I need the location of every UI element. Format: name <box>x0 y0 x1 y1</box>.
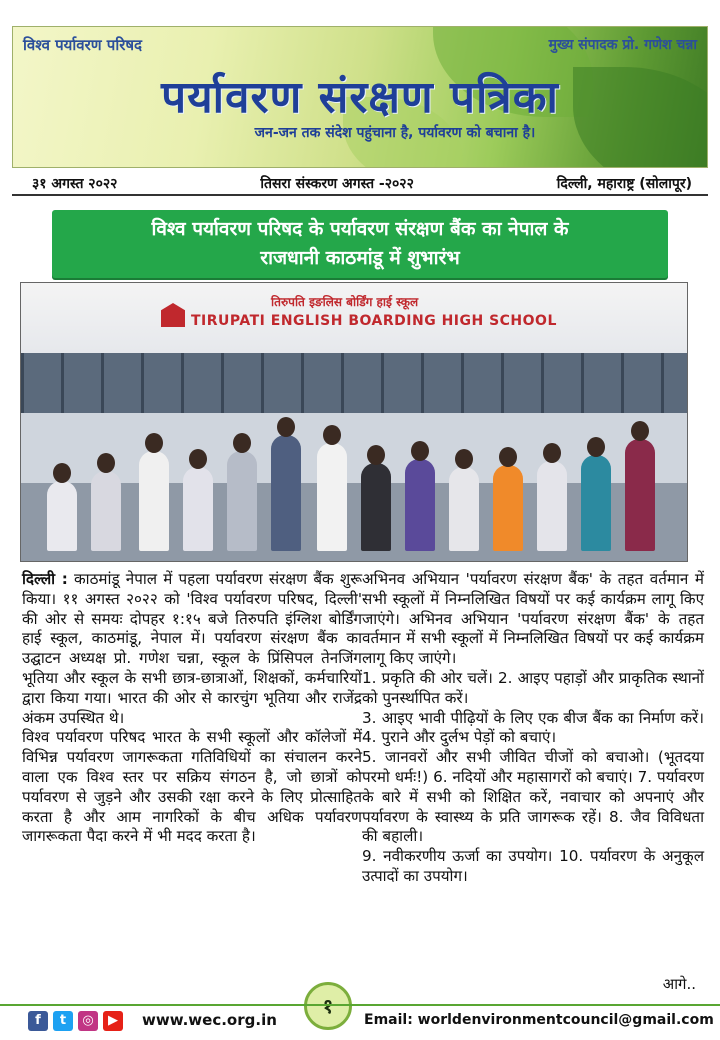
chief-editor: मुख्य संपादक प्रो. गणेश चन्ना <box>548 37 697 53</box>
article-paragraph: 1. प्रकृति की ओर चलें। 2. आइए पहाड़ों और प्राकृतिक स्थानों को पुनर्स्थापित करें। <box>362 668 704 707</box>
person <box>405 459 435 551</box>
person-head <box>277 417 295 437</box>
person <box>537 461 567 551</box>
person <box>271 435 301 551</box>
issue-date: ३१ अगस्त २०२२ <box>32 175 118 192</box>
article-paragraph: विश्व पर्यावरण परिषद भारत के सभी स्कूलों और कॉलेजों में विभिन्न पर्यावरण जागरूकता गतिविधियों का संचालन करने वाला एक विश्व स्तर पर सक्रिय संगठन है, जो छात्रों को पर्यावरण से जुड़ने और उसकी रक्षा करने के लिए प्रोत्साहित करता है और आम नागरिकों के बीच अधिक पर्यावरण जागरूकता पैदा करने में भी मदद करता है। <box>22 728 362 846</box>
issue-info-bar <box>12 172 708 196</box>
headline-line2: राजधानी काठमांडू में शुभारंभ <box>260 247 460 269</box>
article-paragraph: 9. नवीकरणीय ऊर्जा का उपयोग। 10. पर्यावरण के अनुकूल उत्पादों का उपयोग। <box>362 847 704 885</box>
person-head <box>499 447 517 467</box>
instagram-icon[interactable]: ◎ <box>78 1011 98 1031</box>
person <box>625 439 655 551</box>
twitter-icon[interactable]: t <box>53 1011 73 1031</box>
headline-box <box>52 210 668 278</box>
person-head <box>543 443 561 463</box>
article-right-column <box>362 570 704 887</box>
social-icons <box>28 1011 123 1031</box>
person-head <box>587 437 605 457</box>
continued-label: आगे.. <box>662 975 696 993</box>
person <box>139 451 169 551</box>
article-paragraph: 3. आइए भावी पीढ़ियों के लिए एक बीज बैंक का निर्माण करें। 4. पुराने और दुर्लभ पेड़ों को बचाएं। <box>362 708 704 747</box>
person-head <box>367 445 385 465</box>
dateline: दिल्ली : <box>22 570 68 588</box>
person-head <box>189 449 207 469</box>
email-contact[interactable]: Email: worldenvironmentcouncil@gmail.com <box>364 1012 714 1028</box>
footer <box>0 1004 720 1040</box>
magazine-title: पर्यावरण संरक्षण पत्रिका <box>161 72 559 123</box>
person <box>449 467 479 551</box>
person <box>91 471 121 551</box>
person-head <box>631 421 649 441</box>
person <box>317 443 347 551</box>
person-head <box>455 449 473 469</box>
issue-edition: तिसरा संस्करण अगस्त -२०२२ <box>260 175 414 192</box>
group-photo <box>20 282 688 562</box>
article-left-column <box>22 570 362 847</box>
org-name: विश्व पर्यावरण परिषद <box>23 36 142 54</box>
person-head <box>97 453 115 473</box>
school-sign-hindi: तिरुपति इङलिस बोर्डिंग हाई स्कूल <box>271 295 419 309</box>
roof-structure <box>21 353 687 413</box>
page-number: १ <box>304 982 352 1030</box>
person <box>47 481 77 551</box>
issue-place: दिल्ली, महाराष्ट्र (सोलापूर) <box>556 175 692 192</box>
person-head <box>53 463 71 483</box>
article-paragraph: 5. जानवरों और सभी जीवित चीजों को बचाओ। (भूतदया परमो धर्मः!) 6. नदियों और महासागरों को बचाएं। 7. पर्यावरण के बारे में सभी को शिक्षित करें, नवाचार को अपनाएं और पर्यावरण के स्वास्थ्य के प्रति जागरूक रहें। 8. जैव विविधता की बहाली। <box>362 748 704 846</box>
person <box>227 451 257 551</box>
article-paragraph: अभिनव अभियान 'पर्यावरण संरक्षण बैंक' के तहत वर्तमान में सभी स्कूलों में निम्नलिखित विषयों पर कई कार्यक्रम लागू किए जाएंगे। अभिनव अभियान 'पर्यावरण संरक्षण बैंक' के तहत वर्तमान में सभी स्कूलों में निम्नलिखित विषयों पर कई कार्यक्रम लागू किए जाएंगे। <box>362 570 704 668</box>
facebook-icon[interactable]: f <box>28 1011 48 1031</box>
person-head <box>323 425 341 445</box>
person <box>493 465 523 551</box>
article-paragraph: काठमांडू नेपाल में पहला पर्यावरण संरक्षण बैंक शुरू किया। ११ अगस्त २०२२ को 'विश्व पर्यावरण परिषद, दिल्ली' की ओर से समयः दोपहर १:१५ बजे तिरुपति इंग्लिश बोर्डिंग हाई स्कूल, काठमांडू, नेपाल में। पर्यावरण संरक्षण बैंक का उद्घाटन अध्यक्ष प्रो. गणेश चन्ना, स्कूल के प्रिंसिपल तेनजिंग भूतिया और स्कूल के सभी छात्र-छात्राओं, शिक्षकों, कर्मचारियों द्वारा किया गया। भारत की ओर से कारचुंग भूतिया और राजेंद्र अंकम उपस्थित थे। <box>22 570 363 727</box>
tagline: जन-जन तक संदेश पहुंचाना है, पर्यावरण को बचाना है। <box>254 125 536 141</box>
person-head <box>411 441 429 461</box>
person <box>183 467 213 551</box>
masthead-banner <box>12 26 708 168</box>
school-sign-english: TIRUPATI ENGLISH BOARDING HIGH SCHOOL <box>191 313 557 329</box>
headline-line1: विश्व पर्यावरण परिषद के पर्यावरण संरक्षण बैंक का नेपाल के <box>151 218 569 240</box>
person <box>581 455 611 551</box>
youtube-icon[interactable]: ▶ <box>103 1011 123 1031</box>
website-link[interactable]: www.wec.org.in <box>142 1011 277 1029</box>
person-head <box>233 433 251 453</box>
person <box>361 463 391 551</box>
person-head <box>145 433 163 453</box>
